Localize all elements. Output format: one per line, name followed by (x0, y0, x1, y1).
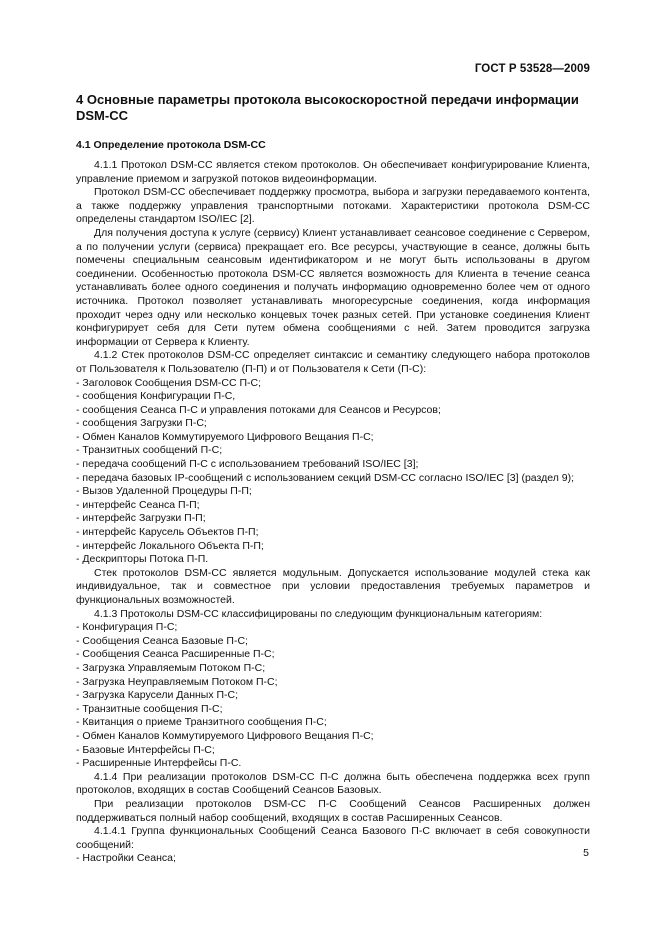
list-item: - Вызов Удаленной Процедуры П-П; (76, 485, 252, 498)
subsection-heading: 4.1 Определение протокола DSM-CC (76, 139, 266, 151)
paragraph-4-1-1: 4.1.1 Протокол DSM-CC является стеком протоколов. Он обеспечивает конфигурирование Клиента, управление приемом и загрузкой потоков видеоинформации. (76, 159, 590, 185)
list-item: - Загрузка Карусели Данных П-С; (76, 689, 239, 702)
list-item: - Обмен Каналов Коммутируемого Цифрового Вещания П-С; (76, 729, 374, 742)
list-item: - интерфейс Сеанса П-П; (76, 498, 200, 511)
section-heading: 4 Основные параметры протокола высокоскоростной передачи информации DSM-CC (76, 92, 579, 123)
paragraph-protocol-support: Протокол DSM-CC обеспечивает поддержку просмотра, выбора и загрузки передаваемого контента, а также поддержку управления транспортными потоками. Характеристики протокола DSM-CC определены стандартом ISO/IEC [2]. (76, 186, 590, 226)
list-item: - интерфейс Карусель Объектов П-П; (76, 526, 259, 539)
paragraph-4-1-4-1: 4.1.4.1 Группа функциональных Сообщений Сеанса Базового П-С включает в себя совокупности сообщений: (76, 825, 590, 851)
list-item: - Настройки Сеанса; (76, 852, 176, 865)
list-item: - Дескрипторы Потока П-П. (76, 553, 209, 566)
list-item: - Заголовок Сообщения DSM-CC П-С; (76, 376, 262, 389)
protocol-list (76, 377, 590, 567)
list-item: - Конфигурация П-С; (76, 621, 178, 634)
list-item: - Сообщения Сеанса Базовые П-С; (76, 634, 248, 647)
list-item: - Квитанция о приеме Транзитного сообщения П-С; (76, 716, 327, 729)
list-item: - Транзитных сообщений П-С; (76, 444, 223, 457)
list-item: - интерфейс Загрузки П-П; (76, 512, 206, 525)
paragraph-session-access: Для получения доступа к услуге (сервису) Клиент устанавливает сеансовое соединение с Сервером, а по получении услуги (сервиса) прекращает его. Все ресурсы, участвующие в сеансе, должны быть помечены специальным сеансовым идентификатором и не могут быть использованы в другом соединении. Особенностью протокола DSM-CC является возможность для Клиента в течение сеанса устанавливать более одного соединения и получать информацию одновременно более чем от одного источника. Протокол позволяет устанавливать многоресурсные соединения, когда информация проходит через одну или несколько концевых точек разных сетей. При установке соединения Клиент конфигурирует себя для Сети путем обмена сообщениями с ней. Затем проводится загрузка информации от Сервера к Клиенту. (76, 226, 590, 348)
list-item: - Загрузка Неуправляемым Потоком П-С; (76, 675, 278, 688)
list-item: - Транзитные сообщения П-С; (76, 702, 223, 715)
list-item: - передача сообщений П-С с использованием требований ISO/IEC [3]; (76, 458, 419, 471)
paragraph-4-1-2: 4.1.2 Стек протоколов DSM-CC определяет синтаксис и семантику следующего набора протоколов от Пользователя к Пользователю (П-П) и от Пользователя к Сети (П-С): (76, 349, 590, 375)
category-list (76, 621, 590, 771)
list-item: - Сообщения Сеанса Расширенные П-С; (76, 648, 275, 661)
paragraph-modular-stack: Стек протоколов DSM-CC является модульным. Допускается использование модулей стека как индивидуальное, так и совместное при условии предоставления требуемых параметров и функциональных возможностей. (76, 566, 590, 606)
paragraph-4-1-3: 4.1.3 Протоколы DSM-CC классифицированы по следующим функциональным категориям: (94, 607, 543, 620)
standard-header: ГОСТ Р 53528—2009 (474, 63, 590, 75)
list-item: - Расширенные Интерфейсы П-С. (76, 757, 242, 770)
list-item: - сообщения Конфигурации П-С, (76, 390, 236, 403)
list-item: - Загрузка Управляемым Потоком П-С; (76, 661, 266, 674)
list-item: - сообщения Загрузки П-С; (76, 417, 207, 430)
document-body (76, 92, 590, 866)
list-item: - Обмен Каналов Коммутируемого Цифрового Вещания П-С; (76, 430, 374, 443)
page-number: 5 (583, 847, 589, 859)
session-message-list (76, 852, 590, 866)
paragraph-extended-sessions: При реализации протоколов DSM-CC П-С Сообщений Сеансов Расширенных должен поддерживаться полный набор сообщений, входящих в состав Расширенных Сеансов. (76, 797, 590, 824)
list-item: - интерфейс Локального Объекта П-П; (76, 539, 264, 552)
paragraph-4-1-4: 4.1.4 При реализации протоколов DSM-CC П-С должна быть обеспечена поддержка всех групп протоколов, входящих в состав Сообщений Сеансов Базовых. (76, 770, 590, 797)
list-item: - передача базовых IP-сообщений с использованием секций DSM-CC согласно ISO/IEC [3] (раздел 9); (76, 471, 575, 484)
list-item: - сообщения Сеанса П-С и управления потоками для Сеансов и Ресурсов; (76, 403, 441, 416)
list-item: - Базовые Интерфейсы П-С; (76, 743, 215, 756)
